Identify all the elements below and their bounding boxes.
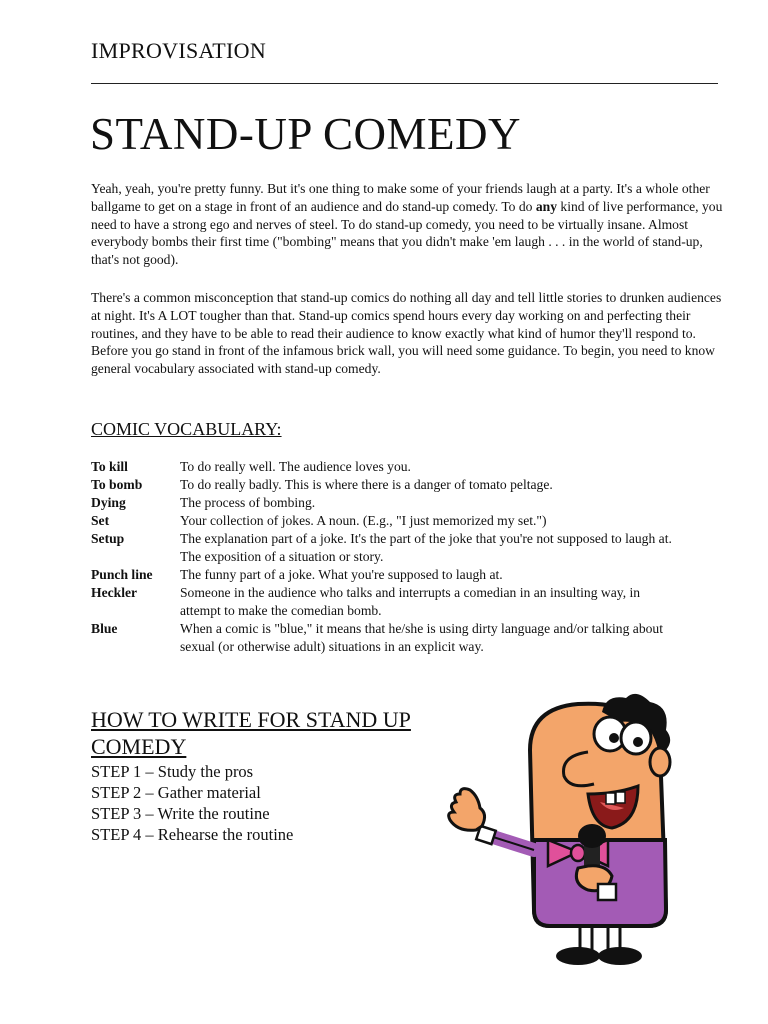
vocabulary-definition: The funny part of a joke. What you're supposed to laugh at.	[180, 567, 503, 582]
vocabulary-item	[91, 494, 731, 512]
vocabulary-definition: When a comic is "blue," it means that he/she is using dirty language and/or talking about sexual (or otherwise adult) situations in an explicit way.	[180, 621, 663, 654]
vocabulary-item	[91, 530, 731, 566]
vocabulary-term: To kill	[91, 459, 128, 474]
howto-heading: HOW TO WRITE FOR STAND UP COMEDY	[91, 707, 411, 759]
intro-p1-emphasis: any	[535, 198, 558, 214]
vocabulary-item	[91, 566, 731, 584]
intro-paragraph-1	[91, 180, 731, 269]
vocabulary-item	[91, 458, 731, 476]
vocabulary-term: Heckler	[91, 585, 138, 600]
vocabulary-term: Setup	[91, 531, 125, 546]
steps-list	[91, 761, 293, 845]
vocabulary-definition: To do really well. The audience loves you.	[180, 459, 411, 474]
vocabulary-item	[91, 512, 731, 530]
step-item: STEP 4 – Rehearse the routine	[91, 825, 294, 844]
vocabulary-term: To bomb	[91, 477, 143, 492]
vocabulary-item	[91, 620, 731, 656]
step-item: STEP 2 – Gather material	[91, 783, 261, 802]
vocabulary-definition: The process of bombing.	[180, 495, 316, 510]
vocabulary-term: Set	[91, 513, 110, 528]
vocabulary-item	[91, 476, 731, 494]
intro-p1-part-a: Yeah, yeah, you're pretty funny. But it's one thing to make some of your friends laugh at a party. It's a whole other ballgame to get on a stage in front of an audience and do stand-up comedy. To do	[91, 181, 710, 214]
vocabulary-definition: Your collection of jokes. A noun. (E.g., "I just memorized my set.")	[180, 513, 547, 528]
step-item: STEP 3 – Write the routine	[91, 804, 270, 823]
page-header: IMPROVISATION	[91, 38, 267, 63]
vocabulary-definition: To do really badly. This is where there is a danger of tomato peltage.	[180, 477, 553, 492]
step-item: STEP 1 – Study the pros	[91, 762, 254, 781]
page-title: STAND-UP COMEDY	[90, 109, 522, 159]
comedian-illustration-icon	[438, 690, 678, 970]
intro-paragraph-2: There's a common misconception that stand-up comics do nothing all day and tell little stories to drunken audiences at night. It's A LOT tougher than that. Stand-up comics spend hours every day working on and perfecting their routines, and they have to be able to read their audience to know exactly what kind of humor they'll respond to. Before you go stand in front of the infamous brick wall, you will need some guidance. To begin, you need to know general vocabulary associated with stand-up comedy.	[91, 290, 722, 377]
intro-p1-part-b: kind of live performance, you need to have a strong ego and nerves of steel. To do stand-up comedy, you need to be virtually insane. Almost everybody bombs their first time ("bombing" means that you didn't make 'em laugh . . . in the world of stand-up, that's not good).	[91, 198, 723, 268]
vocabulary-heading: COMIC VOCABULARY:	[91, 419, 282, 439]
vocabulary-term: Dying	[91, 495, 126, 510]
vocabulary-definition: Someone in the audience who talks and interrupts a comedian in an insulting way, in attempt to make the comedian bomb.	[180, 585, 641, 618]
vocabulary-term: Blue	[91, 621, 118, 636]
vocabulary-term: Punch line	[91, 567, 153, 582]
vocabulary-item	[91, 584, 731, 620]
header-rule	[91, 83, 718, 84]
vocabulary-definition: The explanation part of a joke. It's the part of the joke that you're not supposed to laugh at. The exposition of a situation or story.	[180, 531, 672, 564]
vocabulary-list	[91, 458, 731, 656]
